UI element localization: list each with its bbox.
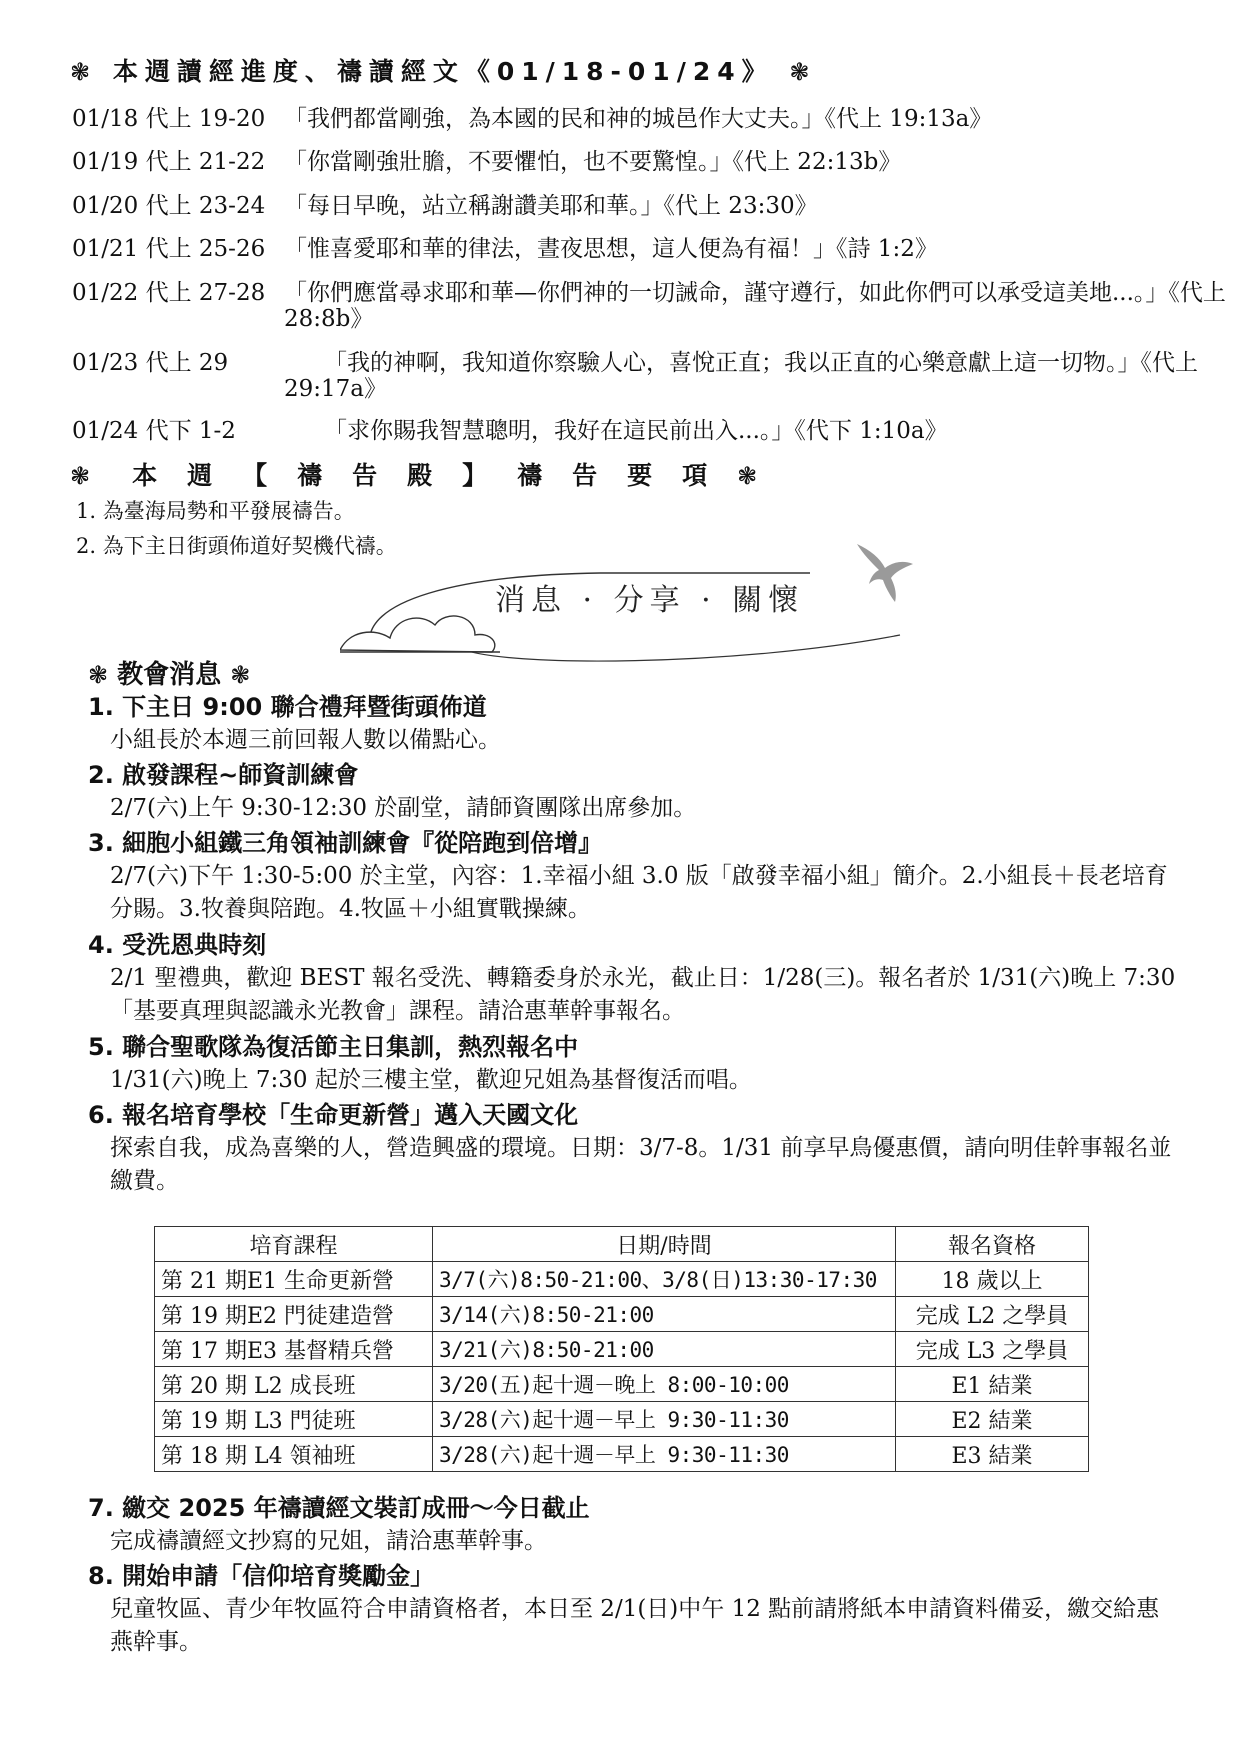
news-item — [88, 1030, 1188, 1097]
news-heading: 7. 繳交 2025 年禱讀經文裝訂成冊～今日截止 — [88, 1494, 590, 1522]
column-header: 日期/時間 — [433, 1227, 896, 1262]
news-body: 兒童牧區、青少年牧區符合申請資格者，本日至 2/1(日)中午 12 點前請將紙本申請資料備妥，繳交給惠燕幹事。 — [110, 1596, 1160, 1655]
news-body: 2/1 聖禮典，歡迎 BEST 報名受洗、轉籍委身於永光，截止日：1/28(三)。報名者於 1/31(六)晚上 7:30「基要真理與認識永光教會」課程。請洽惠華幹事報名。 — [110, 965, 1176, 1024]
news-heading: 3. 細胞小組鐵三角領袖訓練會『從陪跑到倍增』 — [88, 829, 603, 857]
news-body: 小組長於本週三前回報人數以備點心。 — [110, 727, 501, 753]
reading-title-text: 本週讀經進度、禱讀經文《01/18-01/24》 — [112, 57, 774, 86]
reading-date: 01/19 代上 21-22 — [72, 149, 266, 175]
reading-date: 01/23 代上 29 — [72, 350, 229, 376]
reading-date: 01/18 代上 19-20 — [72, 106, 266, 132]
eagle-icon — [855, 536, 915, 606]
news-item — [88, 1559, 1188, 1659]
table-row — [155, 1332, 1089, 1367]
reading-verse: 「你們應當尋求耶和華—你們神的一切誡命，謹守遵行，如此你們可以承受這美地...。」《代上 28:8b》 — [284, 280, 1226, 332]
reading-verse: 「每日早晚，站立稱謝讚美耶和華。」《代上 23:30》 — [284, 193, 818, 219]
course-name: 第 18 期 L4 領袖班 — [155, 1437, 433, 1472]
news-body: 探索自我，成為喜樂的人，營造興盛的環境。日期：3/7-8。1/31 前享早鳥優惠價，請向明佳幹事報名並繳費。 — [110, 1135, 1172, 1194]
reading-date: 01/21 代上 25-26 — [72, 236, 266, 262]
course-time: 3/21(六)8:50-21:00 — [433, 1332, 896, 1367]
news-heading: 5. 聯合聖歌隊為復活節主日集訓，熱烈報名中 — [88, 1033, 579, 1061]
course-table — [154, 1226, 1089, 1472]
news-item — [88, 1491, 1188, 1558]
news-item — [88, 826, 1188, 926]
reading-verse: 「惟喜愛耶和華的律法，晝夜思想，這人便為有福！」《詩 1:2》 — [284, 236, 938, 262]
prayer-item: 1. 為臺海局勢和平發展禱告。 — [76, 499, 355, 523]
reading-date: 01/24 代下 1-2 — [72, 418, 236, 444]
table-row — [155, 1262, 1089, 1297]
news-item — [88, 758, 1188, 825]
table-row — [155, 1402, 1089, 1437]
course-time: 3/14(六)8:50-21:00 — [433, 1297, 896, 1332]
news-banner — [340, 540, 910, 670]
prayer-title-text: 本週【禱告殿】禱告要項 — [132, 461, 738, 490]
reading-verse: 「求你賜我智慧聰明，我好在這民前出入...。」《代下 1:10a》 — [324, 418, 948, 444]
prayer-section-title — [70, 456, 759, 492]
course-name: 第 21 期E1 生命更新營 — [155, 1262, 433, 1297]
reading-verse: 「我們都當剛強，為本國的民和神的城邑作大丈夫。」《代上 19:13a》 — [284, 106, 993, 132]
flower-icon: ❃ — [230, 661, 251, 689]
course-eligibility: E1 結業 — [896, 1367, 1089, 1402]
news-item — [88, 1098, 1188, 1198]
course-time: 3/28(六)起十週－早上 9:30-11:30 — [433, 1437, 896, 1472]
course-eligibility: E3 結業 — [896, 1437, 1089, 1472]
news-heading: 4. 受洗恩典時刻 — [88, 931, 267, 959]
news-item — [88, 690, 1188, 757]
news-heading: 6. 報名培育學校「生命更新營」邁入天國文化 — [88, 1101, 579, 1129]
course-eligibility: 18 歲以上 — [896, 1262, 1089, 1297]
news-title-text: 教會消息 — [117, 660, 222, 690]
course-name: 第 17 期E3 基督精兵營 — [155, 1332, 433, 1367]
course-time: 3/7(六)8:50-21:00、3/8(日)13:30-17:30 — [433, 1262, 896, 1297]
news-body: 1/31(六)晚上 7:30 起於三樓主堂，歡迎兄姐為基督復活而唱。 — [110, 1067, 752, 1093]
column-header: 報名資格 — [896, 1227, 1089, 1262]
news-body: 2/7(六)下午 1:30-5:00 於主堂，內容：1.幸福小組 3.0 版「啟發幸福小組」簡介。2.小組長＋長老培育分賜。3.牧養與陪跑。4.牧區＋小組實戰操練。 — [110, 863, 1168, 922]
news-heading: 1. 下主日 9:00 聯合禮拜暨街頭佈道 — [88, 693, 487, 721]
news-heading: 2. 啟發課程~師資訓練會 — [88, 761, 359, 789]
banner-title: 消息 · 分享 · 關懷 — [495, 583, 805, 618]
flower-icon: ❃ — [88, 661, 109, 689]
news-heading: 8. 開始申請「信仰培育獎勵金」 — [88, 1562, 435, 1590]
news-item — [88, 928, 1188, 1028]
news-section-title — [88, 654, 250, 691]
table-row — [155, 1367, 1089, 1402]
reading-section-title — [70, 52, 816, 88]
course-eligibility: 完成 L3 之學員 — [896, 1332, 1089, 1367]
news-body: 完成禱讀經文抄寫的兄姐，請洽惠華幹事。 — [110, 1528, 547, 1554]
table-header-row — [155, 1227, 1089, 1262]
flower-icon: ❃ — [70, 462, 93, 490]
reading-date: 01/20 代上 23-24 — [72, 193, 266, 219]
reading-verse: 「你當剛強壯膽，不要懼怕，也不要驚惶。」《代上 22:13b》 — [284, 149, 902, 175]
reading-verse: 「我的神啊，我知道你察驗人心，喜悅正直；我以正直的心樂意獻上這一切物。」《代上 29:17a》 — [284, 350, 1198, 402]
course-eligibility: E2 結業 — [896, 1402, 1089, 1437]
course-name: 第 19 期E2 門徒建造營 — [155, 1297, 433, 1332]
news-body: 2/7(六)上午 9:30-12:30 於副堂，請師資團隊出席參加。 — [110, 795, 697, 821]
table-row — [155, 1297, 1089, 1332]
course-time: 3/28(六)起十週－早上 9:30-11:30 — [433, 1402, 896, 1437]
prayer-item: 2. 為下主日街頭佈道好契機代禱。 — [76, 534, 397, 558]
table-row — [155, 1437, 1089, 1472]
course-eligibility: 完成 L2 之學員 — [896, 1297, 1089, 1332]
column-header: 培育課程 — [155, 1227, 433, 1262]
flower-icon: ❃ — [789, 58, 817, 86]
flower-icon: ❃ — [70, 58, 98, 86]
course-time: 3/20(五)起十週－晚上 8:00-10:00 — [433, 1367, 896, 1402]
course-name: 第 20 期 L2 成長班 — [155, 1367, 433, 1402]
reading-date: 01/22 代上 27-28 — [72, 280, 266, 306]
course-name: 第 19 期 L3 門徒班 — [155, 1402, 433, 1437]
flower-icon: ❃ — [737, 462, 760, 490]
